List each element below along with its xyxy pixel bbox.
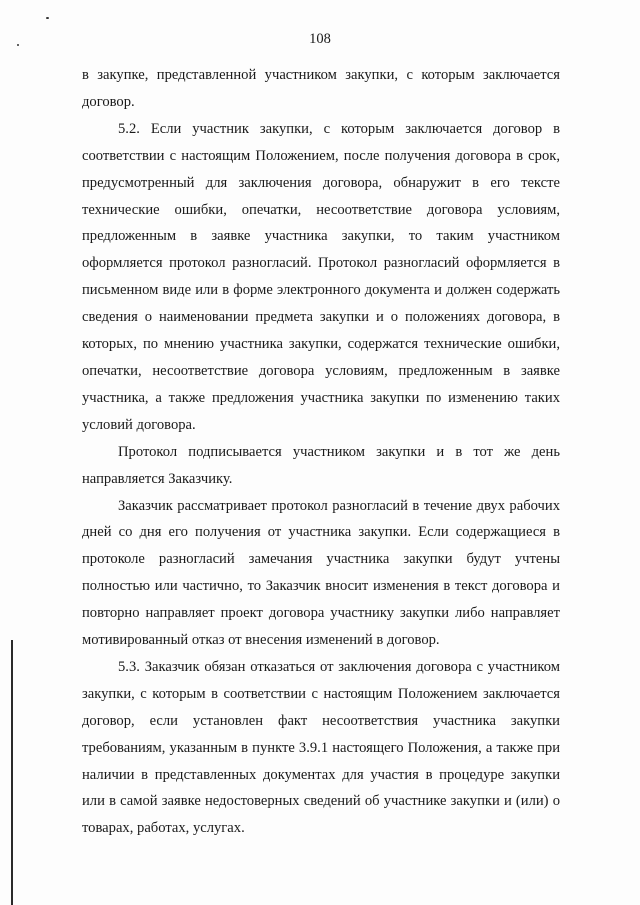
paragraph-5-2: 5.2. Если участник закупки, с которым заключается договор в соответствии с настоящим Положением, после получения договора в срок, предусмотренный для заключения договора, обнаружит в его тексте технические ошибки, опечатки, несоответствие договора условиям, предложенным в заявке участника закупки, то таким участником оформляется протокол разногласий. Протокол разногласий оформляется в письменном виде или в форме электронного документа и должен содержать сведения о наименовании предмета закупки и о положениях договора, в которых, по мнению участника закупки, содержатся технические ошибки, опечатки, несоответствие договора условиям, предложенным в заявке участника, а также предложения участника закупки по изменению таких условий договора. (82, 120, 560, 433)
scan-speck (46, 17, 49, 19)
page-number: 108 (309, 31, 331, 47)
paragraph-continuation: в закупке, представленной участником закупки, с которым заключается договор. (82, 67, 560, 110)
paragraph-5-3: 5.3. Заказчик обязан отказаться от заключения договора с участником закупки, с которым в соответствии с настоящим Положением заключается договор, если установлен факт несоответствия участника закупки требованиям, указанным в пункте 3.9.1 настоящего Положения, а также при наличии в представленных документах для участия в процедуре закупки или в самой заявке недостоверных сведений об участнике закупки и (или) о товарах, работах, услугах. (82, 658, 560, 837)
document-body (82, 62, 560, 842)
paragraph-protocol-review: Заказчик рассматривает протокол разногласий в течение двух рабочих дней со дня его получения от участника закупки. Если содержащиеся в протоколе разногласий замечания участника закупки будут учтены полностью или частично, то Заказчик вносит изменения в текст договора и повторно направляет проект договора участнику закупки либо направляет мотивированный отказ от внесения изменений в договор. (82, 497, 560, 649)
paragraph-protocol-signing: Протокол подписывается участником закупки и в тот же день направляется Заказчику. (82, 443, 560, 487)
scan-edge-line (11, 640, 13, 905)
